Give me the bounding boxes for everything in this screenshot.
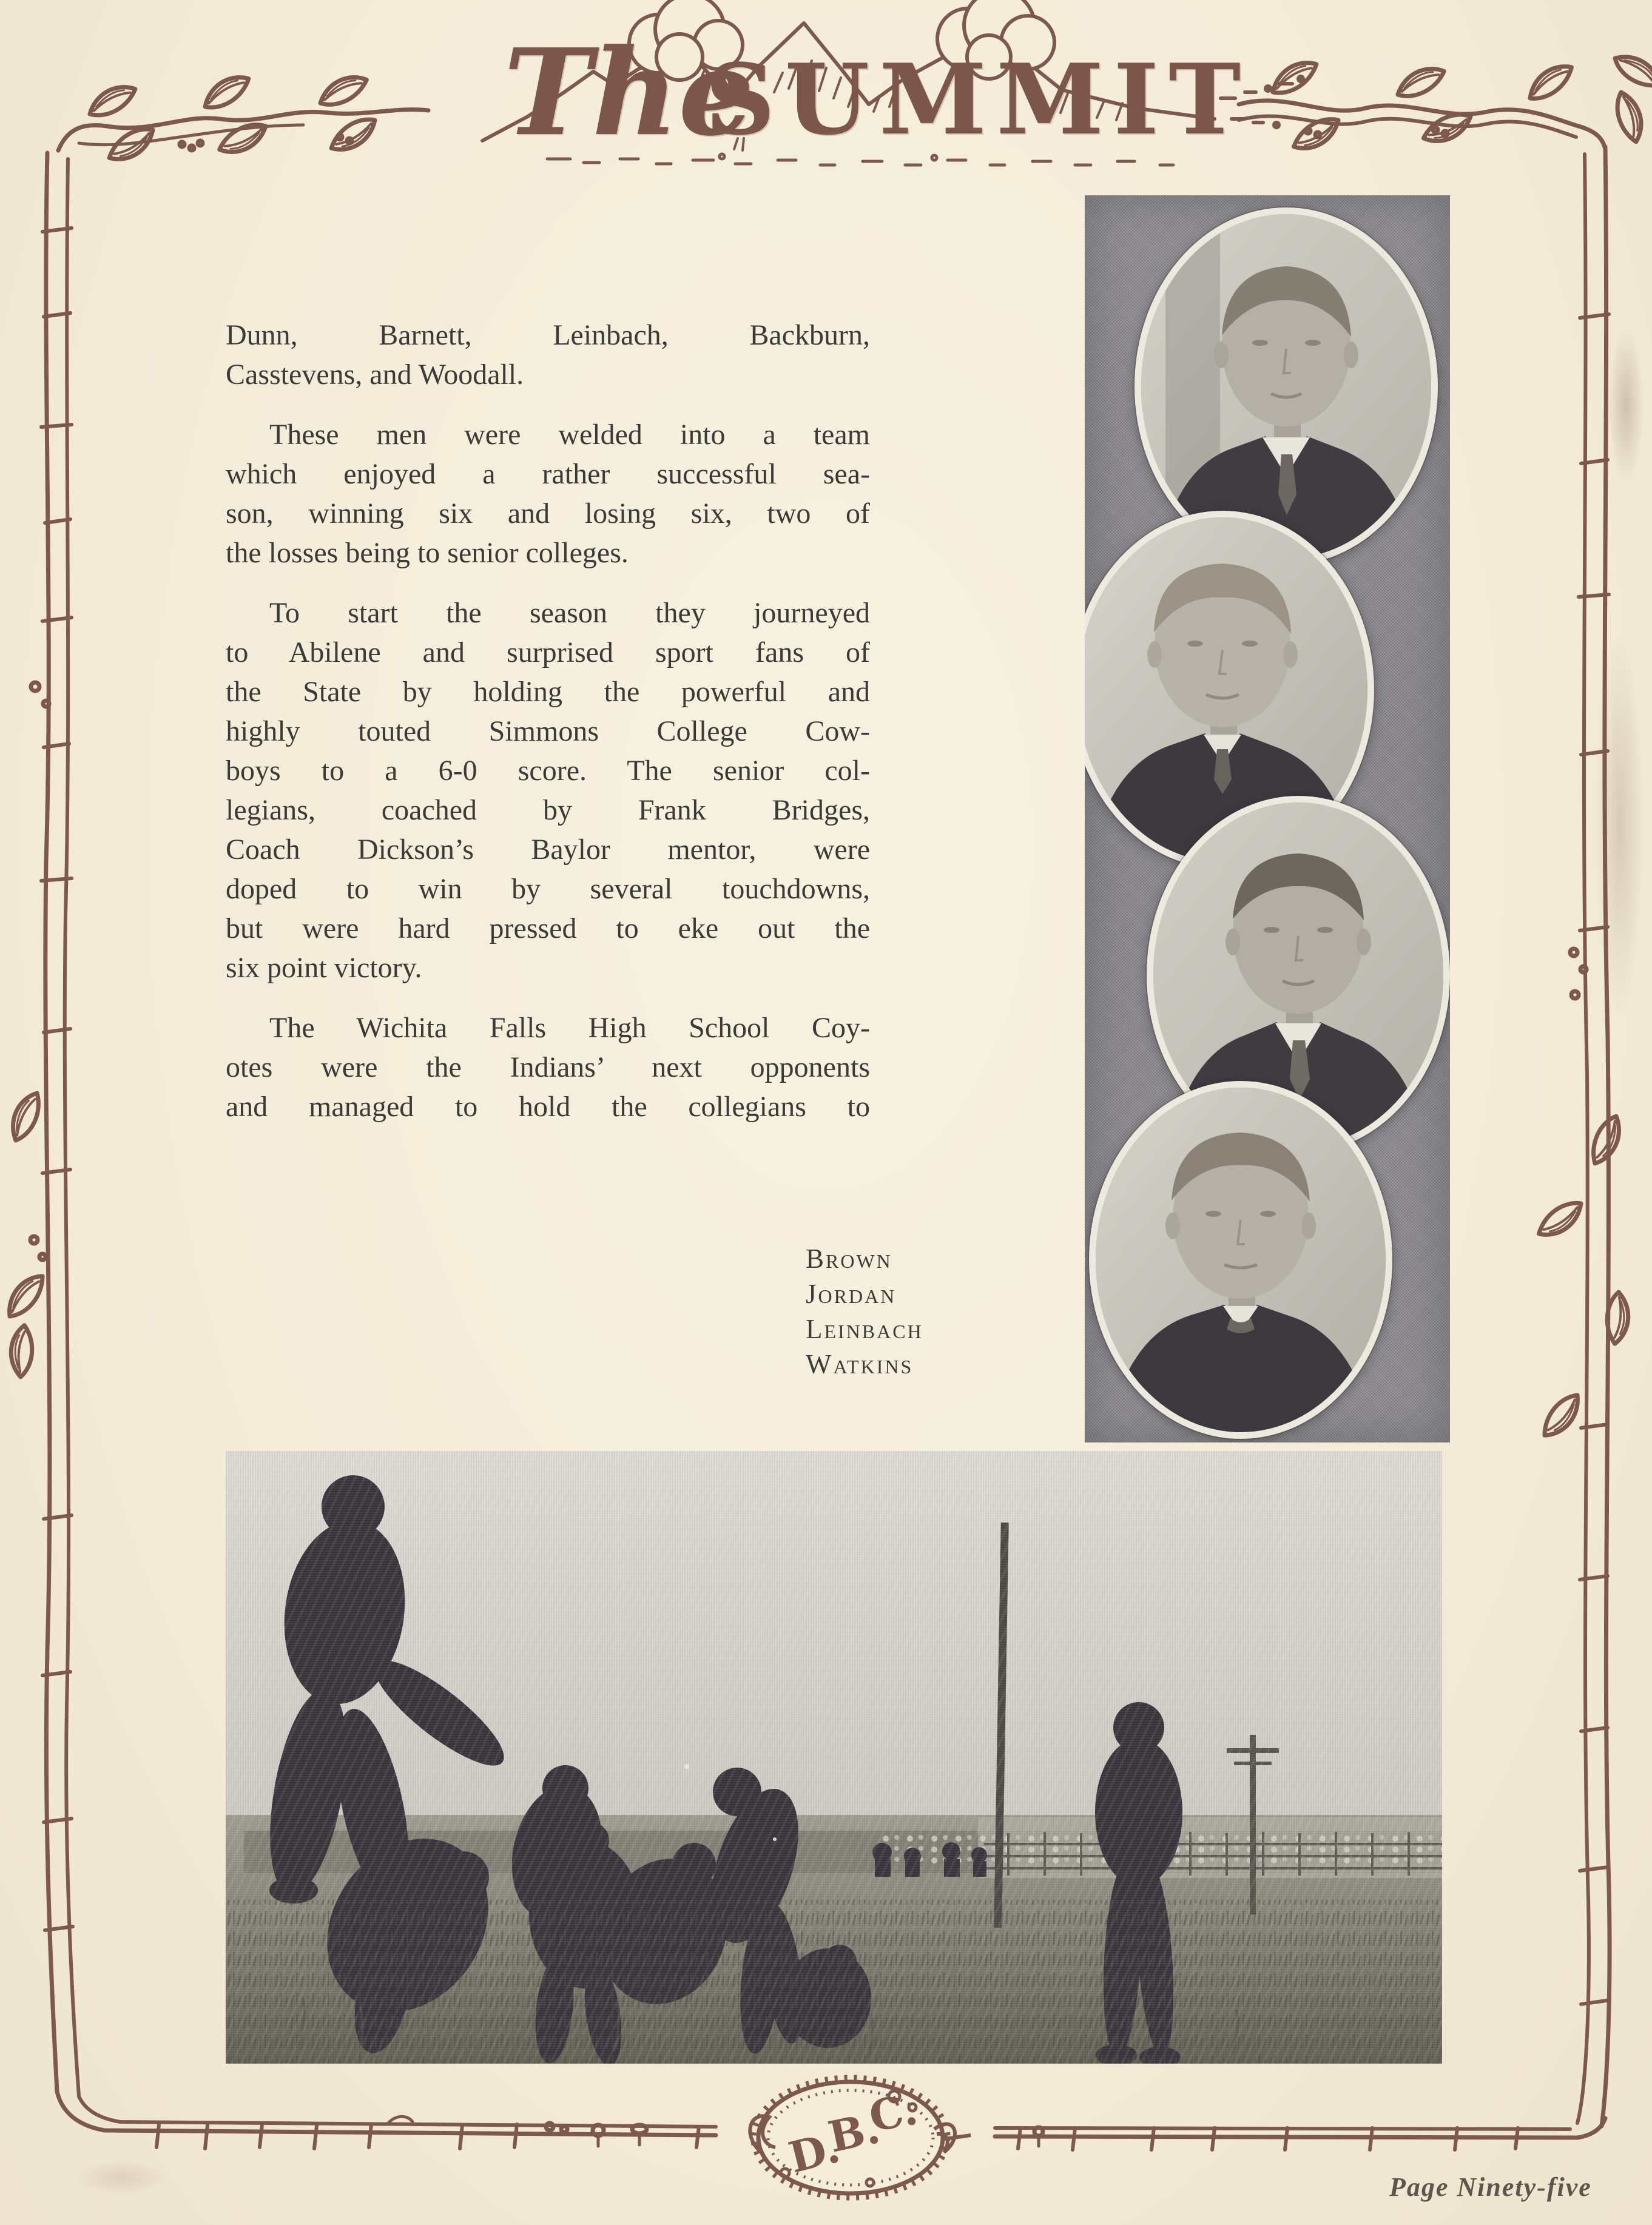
text-line: Casstevens, and Woodall. [226,358,524,391]
text-line: but were hard pressed to eke out the [226,912,870,944]
grass-texture [226,1900,1442,2064]
paragraph [226,593,870,988]
photo-strip [1085,195,1450,1442]
ink-stain [73,2159,170,2196]
page-number: Page Ninety-five [1389,2172,1592,2202]
ink-stain [1608,328,1644,485]
text-line: the losses being to senior colleges. [226,537,629,569]
title-banner [419,0,1323,185]
border-left [0,153,79,2096]
text-line: Coach Dickson’s Baylor mentor, were [226,833,870,866]
caption-name: Leinbach [806,1314,923,1344]
portrait-art [1096,1088,1386,1432]
text-line: Dunn, Barnett, Leinbach, Backburn, [226,319,870,351]
caption-names [806,1241,923,1382]
monogram-letter-c: C. [865,2084,922,2142]
portrait-watkins [1089,1081,1392,1439]
title-script: The [504,23,755,163]
text-line: To start the season they journeyed [269,597,870,629]
ink-stain [1596,637,1644,1013]
portrait-brown [1134,207,1438,565]
text-line: highly touted Simmons College Cow- [226,715,870,747]
border-right [1532,147,1635,2126]
caption-name: Watkins [806,1349,914,1379]
portrait-art [1141,214,1431,559]
text-line: These men were welded into a team [269,419,870,451]
monogram-art [741,2073,972,2210]
action-photo [226,1451,1442,2064]
text-line: the State by holding the powerful and [226,676,870,708]
monogram-cartouche [741,2073,972,2210]
monogram-letter-b: B. [824,2102,885,2163]
text-line: six point victory. [226,952,422,984]
text-line: The Wichita Falls High School Coy- [269,1012,870,1044]
football-scene [226,1451,1442,2064]
text-line: otes were the Indians’ next opponents [226,1051,870,1083]
text-line: and managed to hold the collegians to [226,1091,870,1123]
caption-name: Brown [806,1244,892,1274]
page-title: SUMMIT [705,42,1251,157]
border-top-left-vine [58,72,428,164]
text-line: legians, coached by Frank Bridges, [226,794,870,826]
text-line: boys to a 6-0 score. The senior col- [226,755,870,787]
text-line: which enjoyed a rather successful sea- [226,458,870,490]
paragraph [226,415,870,573]
monogram-letter-d: D. [784,2121,845,2183]
text-line: doped to win by several touchdowns, [226,873,870,905]
caption-name: Jordan [806,1279,897,1309]
text-line: son, winning six and losing six, two of [226,497,870,530]
sky [226,1451,1442,1876]
paragraph [226,1008,870,1126]
text-line: to Abilene and surprised sport fans of [226,636,870,668]
paragraph [226,315,870,394]
article-column [226,315,870,1147]
